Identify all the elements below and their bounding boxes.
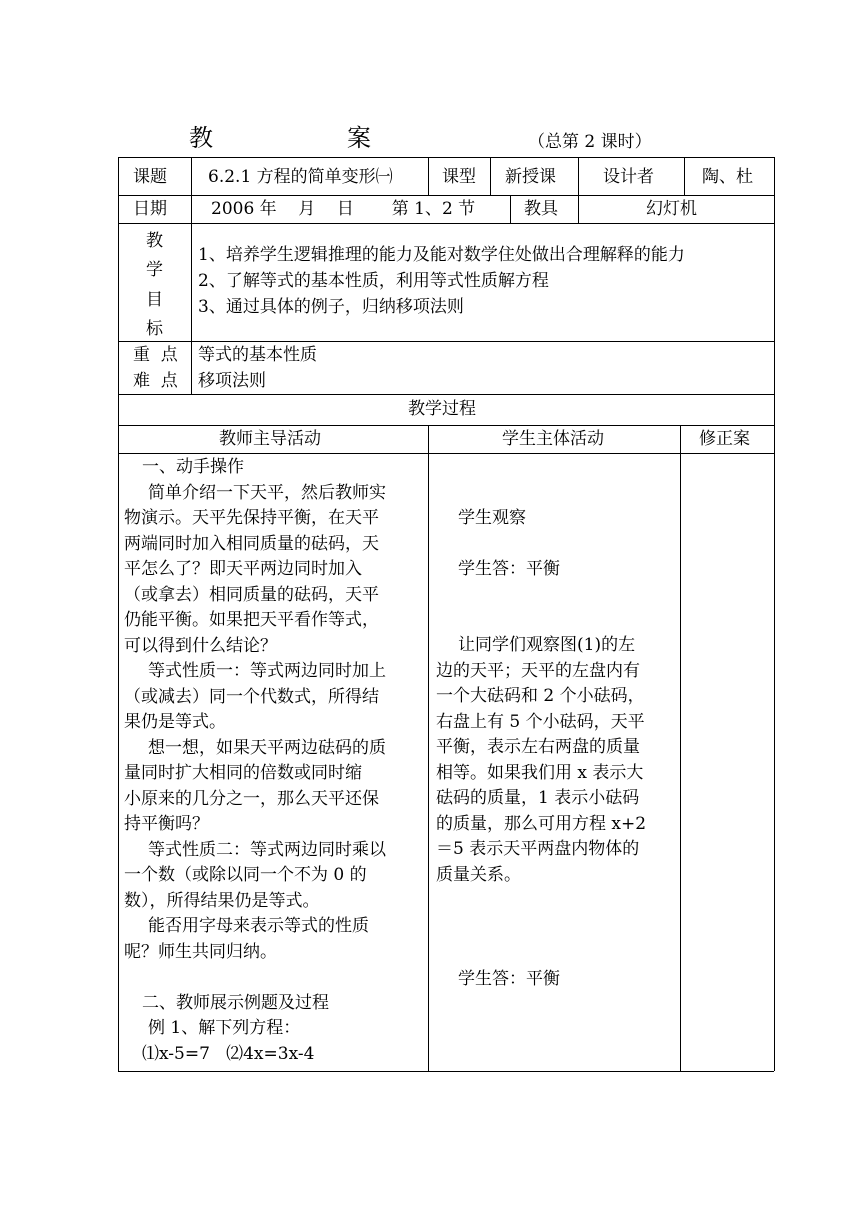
- teacher-line: 数），所得结果仍是等式。: [124, 890, 320, 911]
- teacher-equation-line: ⑴x-5=7 ⑵4x=3x-4: [142, 1043, 315, 1064]
- goals-label-4: 标: [146, 319, 163, 339]
- goal-item-1: 1、培养学生逻辑推理的能力及能对数学住处做出合理解释的能力: [198, 245, 685, 265]
- goals-label-2: 学: [146, 260, 163, 280]
- goals-label-1: 教: [146, 231, 163, 251]
- teacher-line: 呢？师生共同归纳。: [124, 941, 277, 962]
- teacher-line: 平怎么了？即天平两边同时加入: [124, 559, 362, 579]
- lesson-date: 2006 年 月 日 第 1、2 节: [211, 199, 476, 219]
- teacher-line: 物演示。天平先保持平衡，在天平: [124, 508, 379, 528]
- teacher-blank-line: [124, 965, 424, 991]
- teacher-line: 一、动手操作: [142, 457, 244, 477]
- goals-label-3: 目: [146, 290, 163, 310]
- col-teacher-activity: 教师主导活动: [219, 429, 321, 449]
- key-point: 等式的基本性质: [198, 345, 317, 365]
- difficult-point: 移项法则: [198, 371, 266, 391]
- lesson-count-note: （总第 2 课时）: [528, 132, 652, 152]
- student-line: 边的天平；天平的左盘内有: [436, 660, 640, 681]
- student-line: 右盘上有 5 个小砝码，天平: [436, 711, 645, 732]
- label-teaching-tools: 教具: [524, 199, 558, 219]
- teacher-line: （或减去）同一个代数式，所得结: [124, 686, 379, 707]
- student-line: 的质量，那么可用方程 x+2: [436, 813, 647, 834]
- process-heading: 教学过程: [408, 399, 476, 419]
- teacher-line: 等式性质一：等式两边同时加上: [148, 661, 386, 681]
- teacher-line: 例 1、解下列方程：: [148, 1018, 301, 1038]
- teaching-tools: 幻灯机: [646, 199, 697, 219]
- label-date: 日期: [133, 199, 167, 219]
- student-line: 砝码的质量，1 表示小砝码: [436, 788, 640, 808]
- col-student-activity: 学生主体活动: [502, 429, 604, 449]
- teacher-line: 两端同时加入相同质量的砝码，天: [124, 533, 379, 554]
- teacher-line: 能否用字母来表示等式的性质: [148, 916, 369, 936]
- student-answer-1: 学生答：平衡: [458, 559, 560, 579]
- teacher-line: 果仍是等式。: [124, 712, 226, 732]
- student-line: 一个大砝码和 2 个小砝码，: [436, 686, 645, 706]
- student-line: 相等。如果我们用 x 表示大: [436, 762, 644, 783]
- teacher-line: 可以得到什么结论？: [124, 635, 277, 656]
- teacher-line: 量同时扩大相同的倍数或同时缩: [124, 763, 362, 783]
- lesson-topic: 6.2.1 方程的简单变形㈠: [208, 167, 393, 187]
- teacher-line: 小原来的几分之一，那么天平还保: [124, 788, 379, 809]
- student-line: ＝5 表示天平两盘内物体的: [436, 839, 640, 859]
- teacher-line: 简单介绍一下天平，然后教师实: [148, 482, 386, 503]
- label-key-point: 重 点: [133, 345, 178, 365]
- teacher-line: 一个数（或除以同一个不为 0 的: [124, 865, 367, 885]
- label-topic: 课题: [133, 167, 167, 187]
- title-char-jiao: 教: [189, 124, 213, 152]
- teacher-line: 想一想，如果天平两边砝码的质: [148, 737, 386, 758]
- teacher-line: 二、教师展示例题及过程: [142, 992, 329, 1013]
- label-difficult-point: 难 点: [133, 371, 178, 391]
- goal-item-3: 3、通过具体的例子，归纳移项法则: [198, 297, 464, 317]
- teacher-line: 等式性质二：等式两边同时乘以: [148, 839, 386, 860]
- student-answer-2: 学生答：平衡: [458, 969, 560, 989]
- teacher-line: 持平衡吗？: [124, 814, 209, 834]
- teacher-activity-text: [124, 455, 424, 1067]
- teacher-line: （或拿去）相同质量的砝码，天平: [124, 584, 379, 605]
- goal-item-2: 2、了解等式的基本性质，利用等式性质解方程: [198, 271, 549, 291]
- col-revision: 修正案: [699, 429, 750, 449]
- teacher-line: 仍能平衡。如果把天平看作等式，: [124, 610, 379, 630]
- label-lesson-type: 课型: [442, 167, 476, 187]
- student-line: 平衡，表示左右两盘的质量: [436, 737, 640, 757]
- student-line: 质量关系。: [436, 864, 521, 885]
- label-designer: 设计者: [603, 167, 654, 187]
- student-observe: 学生观察: [458, 508, 526, 528]
- designer: 陶、杜: [702, 167, 753, 187]
- student-line: 让同学们观察图(1)的左: [458, 635, 636, 655]
- lesson-type: 新授课: [505, 167, 556, 187]
- title-char-an: 案: [347, 124, 371, 152]
- student-activity-text: [436, 633, 676, 888]
